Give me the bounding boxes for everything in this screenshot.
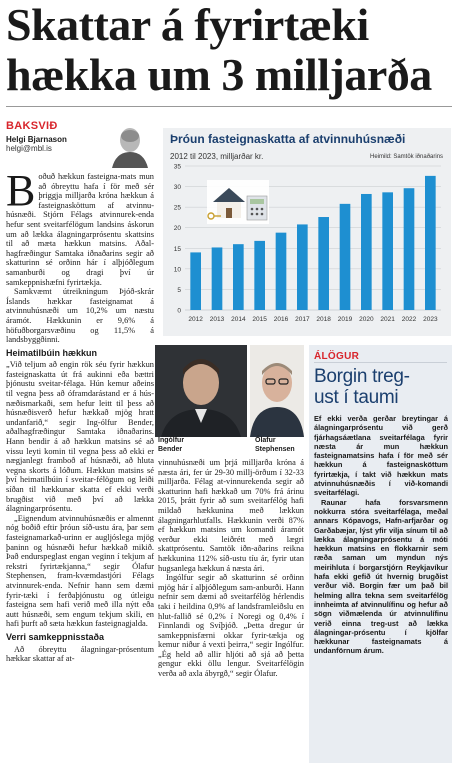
sidebar-title-line: Borgin treg- (314, 366, 410, 387)
photo-ingolfur-bender (155, 345, 247, 437)
y-tick-label: 20 (173, 225, 181, 233)
subheading: Heimatilbúin hækkun (6, 347, 98, 358)
photo-caption-ingolfur (158, 437, 184, 454)
article-column-2 (158, 458, 304, 679)
y-tick-label: 5 (177, 286, 181, 294)
sidebar-title (314, 366, 450, 408)
subheading: Verri samkeppnisstaða (6, 631, 105, 642)
y-tick-label: 0 (177, 307, 181, 315)
x-tick-label: 2020 (359, 316, 374, 323)
paragraph: Ingólfur segir að skatturinn sé orðinn mjög hár í alþjóðlegum sam-anburði. Hann nefnir sem dæmi að sveitarfélög hérlendis taki í heildina 0,9% af landsframleiðslu en hlut-fallið sé 0,2% í Noregi og 0,4% í Finnlandi og Svíþjóð. „Þetta dregur úr samkeppnisfærni okkar fyrir-tækja og kemur niður á vexti þeirra,“ segir Ingólfur. „Ég held að allir hljóti að sjá að þetta gengur ekki öllu lengur. Sveitarfélögin verða að axla ábyrgð,“ segir Ólafur. (158, 573, 304, 679)
x-tick-label: 2021 (380, 316, 395, 323)
author-portrait (106, 120, 154, 168)
x-tick-label: 2023 (423, 316, 438, 323)
bar-2014 (233, 244, 244, 310)
x-tick-label: 2022 (401, 316, 417, 323)
bar-2012 (190, 252, 201, 310)
bar-2021 (382, 192, 393, 310)
chart-subtitle: 2012 til 2023, milljarðar kr. (170, 152, 264, 161)
paragraph: Að óbreyttu álagningar-prósentum hækkar skattar af at- (6, 644, 154, 664)
x-tick-label: 2013 (209, 316, 225, 323)
paragraph: Samkvæmt útreikningum Þjóð-skrár Íslands hækkar fasteignamat á atvinnuhúsnæði um 10,2% um næstu áramót. Hækkunin er 9,6% á höfuðborgarsvæðinu og 11,5% á landsbyggðinni. (6, 287, 154, 345)
dropcap: B (6, 166, 36, 215)
bar-2016 (276, 233, 287, 310)
caption-line: Ólafur (255, 437, 276, 444)
sidebar-paragraph: Ef ekki verða gerðar breytingar á álagningarprósentu við gerð fjárhagsáætlana sveitarfélaga fyrir næsta ár mun hækkun fasteignamatsins hafa í för með sér hækkun á fasteignasköttum fyrirtækja, í takt við hækkun mats atvinnuhúsnæðis í við-komandi sveitarfélagi. (314, 414, 448, 498)
x-tick-label: 2016 (273, 316, 289, 323)
bar-2018 (318, 217, 329, 310)
caption-line: Bender (158, 445, 183, 453)
y-tick-label: 35 (173, 163, 181, 171)
bar-2022 (404, 188, 415, 310)
sidebar-title-line: ust í taumi (314, 387, 399, 408)
paragraph: vinnuhúsnæði um þrjá milljarða króna á næsta ári, fer úr 29-30 millj-örðum í 32-33 milljarða. Félag at-vinnurekenda segir að skatturinn hafi hækkað um 70% frá árinu 2015, þrátt fyrir að sum sveitarfélög hafi mildað hækkunina með lækkun álagningarhlutfalls. Hækkunin verði 87% ef hækkun matsins um komandi áramót verður ekki leiðrétt með lægri skattprósentu. Samtök iðn-aðarins reikna hækkunina 112% síð-ustu tíu ár, fyrir utan hugsanlega hækkun á næsta ári. (158, 458, 304, 573)
x-tick-label: 2014 (231, 316, 246, 323)
bar-2015 (254, 241, 265, 310)
headline-rule (6, 106, 452, 107)
caption-line: Ingólfur (158, 437, 185, 444)
y-tick-label: 10 (173, 266, 181, 274)
x-tick-label: 2017 (295, 316, 310, 323)
paragraph-intro: oðuð hækkun fasteigna-mats mun að óbreyttu hafa í för með sér þriggja milljarða króna hækkun á fasteignasköttum af atvinnu-húsnæði. Stjórn Félags atvinnurek-enda hefur sent sveitarfélögum landsins áskorun um að lækka álagningarprósentu skattsins til að mæta hækkun matsins. Aðal-hagfræðingur Samtaka iðnaðarins segir að skatturinn sé orðinn hár í alþjóðlegum samanburði og dragi því úr samkeppnishæfni fyrirtækja. (6, 172, 154, 287)
x-tick-label: 2019 (337, 316, 353, 323)
chart-source: Heimild: Samtök iðnaðarins (370, 154, 444, 160)
headline: Skattar á fyrirtæki hækka um 3 milljarða (6, 0, 432, 100)
house-keys-calculator-icon (207, 180, 269, 224)
sidebar-rule (314, 362, 447, 363)
bar-chart (163, 160, 451, 336)
bar-2013 (212, 247, 223, 310)
paragraph: „Við teljum að engin rök séu fyrir hækkun fasteignaskatta út frá aukinni eða bættri þjónustu sveitar-félaga. Hún kemur aðeins til vegna þess að óframdarástand er á hús-næðismarkaði, sem hefur leitt til þess að húsnæðisverð hefur hækkað mjög hratt undanfarið,“ segir Ing-ólfur Bender, aðalhagfræðingur Samtaka iðnaðarins. Hann bendir á að hækkun matsins sé að vissu leyti komin til vegna þess að ekki er nægjanlegt framboð af húsnæði, að hluta vegna skorts á lóðum. Hækkun matsins sé því heimatilbúin í sveitar-félögum og leiði síðan til hækkunar skatta ef ekki verði brugðist við með því að lækka álagningarprósentu. (6, 360, 154, 514)
x-tick-label: 2018 (316, 316, 331, 323)
x-tick-label: 2012 (188, 316, 203, 323)
paragraph: „Eignendum atvinnuhúsnæðis er almennt nóg boðið eftir þróun síð-ustu ára, þar sem fasteignamarkað-urinn er augljóslega mjög þaninn og húsnæði hefur hækkað mikið. Það endurspeglast engan veginn í tekjum af rekstri fyrirtækjanna,“ segir Ólafur Stephensen, fram-kvæmdastjóri Félags atvinnurek-enda. Nefnir hann sem dæmi fyrir-tæki í ferðaþjónustu og útleigu fasteigna sem hafi verið með illa nýtt eða autt húsnæði, sem engum tekjum skili, en hafi þurft að sæta hækkun fasteignagjalda. (6, 513, 154, 629)
y-tick-label: 25 (173, 204, 181, 212)
photo-olafur-stephensen (250, 345, 304, 437)
x-tick-label: 2015 (252, 316, 267, 323)
sidebar-text (314, 414, 448, 656)
bar-2017 (297, 224, 308, 310)
kicker: BAKSVIÐ (6, 120, 58, 132)
bar-2023 (425, 176, 436, 310)
bar-2020 (361, 194, 372, 310)
sidebar-kicker: ÁLÖGUR (314, 351, 360, 362)
photo-caption-olafur (255, 437, 295, 454)
y-tick-label: 30 (173, 184, 181, 192)
y-tick-label: 15 (173, 245, 181, 253)
bar-2019 (340, 204, 351, 310)
chart-title: Þróun fasteignaskatta af atvinnuhúsnæði (170, 132, 406, 146)
caption-line: Stephensen (255, 445, 295, 453)
sidebar-paragraph: Raunar hafa forsvarsmenn nokkurra stóra sveitarfélaga, meðal annars Kópavogs, Hafn-arfjarðar og Garðabæjar, lýst yfir vilja sínum til að lækka álagningarprósentu á móti hækkun matsins en flokkarnir sem ræða saman um myndun nýs meirihluta í borgarstjórn Reykjavíkur hafa ekki gefið út hvernig brugðist verður við. Borgin fær um það bil helming allra tekna sem sveitarfélög innheimta af atvinnulífinu og hefur að sögn viðmælenda úr atvinnulífinu verið einna treg-ust að lækka álagningar-prósentu í kjölfar hækkunar fasteignamats á undanförnum árum. (314, 497, 448, 656)
article-column-1 (6, 166, 154, 664)
author-name: Helgi Bjarnason (6, 135, 67, 144)
author-email[interactable]: helgi@mbl.is (6, 144, 52, 153)
